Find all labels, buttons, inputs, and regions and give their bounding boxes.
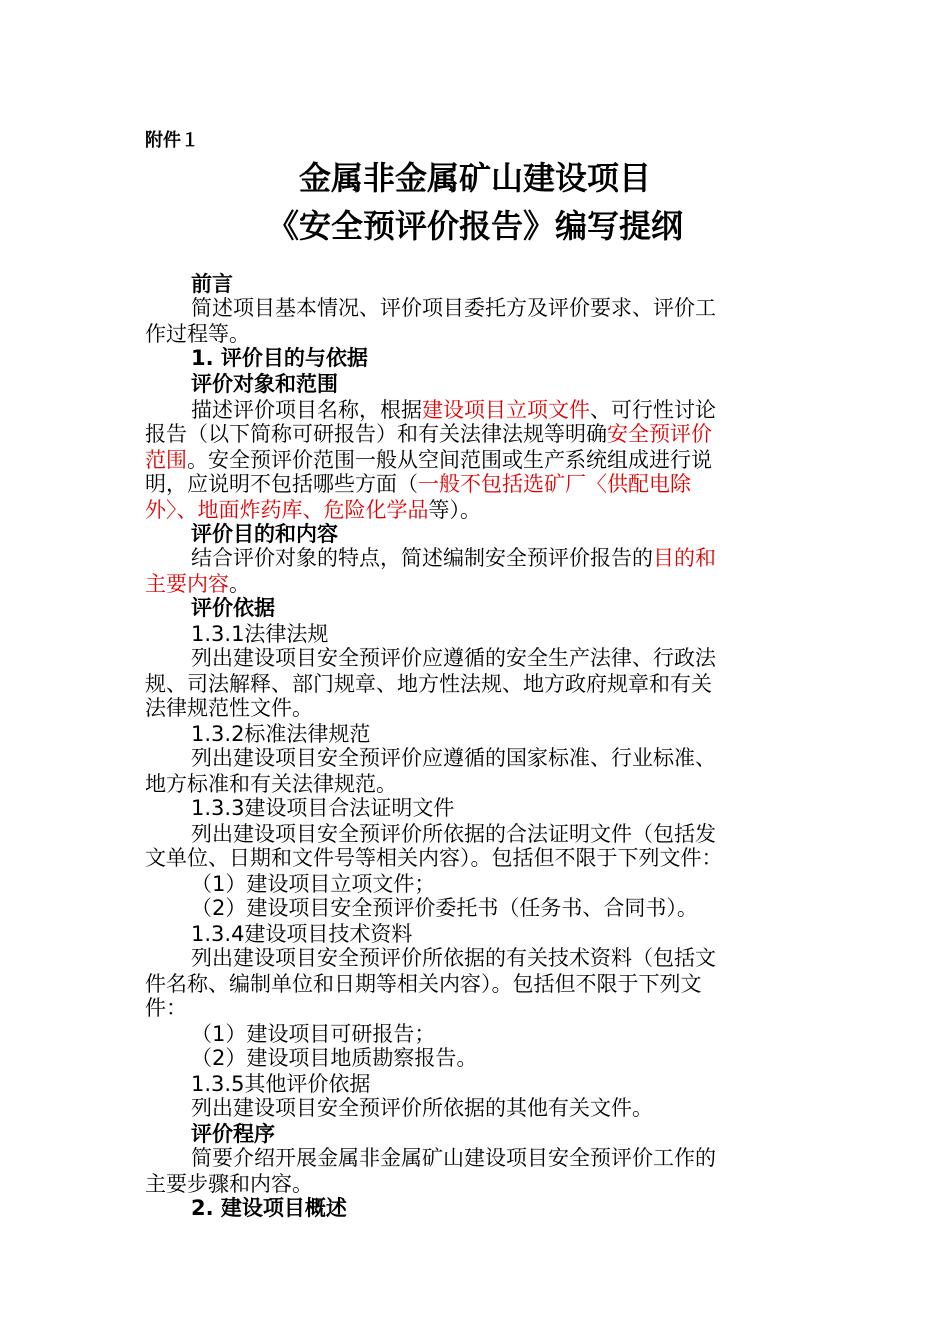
highlighted-text: 外〉、地面炸药库、危险化学品 — [145, 498, 429, 522]
body-line — [145, 422, 712, 446]
text-segment: 描述评价项目名称，根据 — [191, 398, 422, 422]
text-segment: 评价程序 — [191, 1122, 275, 1146]
text-segment: 结合评价对象的特点，简述编制安全预评价报告的 — [191, 546, 653, 570]
body-line — [145, 498, 481, 522]
body-line — [191, 622, 328, 646]
highlighted-text: 一般不包括选矿厂〈供配电除 — [418, 472, 691, 496]
body-line — [191, 1096, 653, 1120]
text-segment: 1. 评价目的与依据 — [191, 346, 368, 370]
doc-title-line1: 金属非金属矿山建设项目 — [298, 159, 651, 197]
text-segment: 法律规范性文件。 — [145, 696, 313, 720]
text-segment: 评价目的和内容 — [191, 522, 338, 546]
section-heading — [191, 272, 233, 296]
body-line — [191, 922, 412, 946]
body-line — [145, 672, 712, 696]
section-heading — [191, 596, 275, 620]
text-segment: 列出建设项目安全预评价所依据的有关技术资料（包括文 — [191, 946, 716, 970]
text-segment: 前言 — [191, 272, 233, 296]
highlighted-text: 范围 — [145, 448, 187, 472]
section-heading — [191, 522, 338, 546]
text-segment: 1.3.4建设项目技术资料 — [191, 922, 413, 946]
text-segment: 1.3.1法律法规 — [191, 622, 329, 646]
text-segment: 规、司法解释、部门规章、地方性法规、地方政府规章和有关 — [145, 672, 712, 696]
text-segment: 评价依据 — [191, 596, 275, 620]
doc-title-line2: 《安全预评价报告》编写提纲 — [266, 207, 683, 245]
section-heading — [191, 372, 338, 396]
body-line — [145, 972, 702, 996]
body-line — [191, 1022, 435, 1046]
text-segment: 、可行性讨论 — [590, 398, 716, 422]
section-heading — [191, 1122, 275, 1146]
text-segment: 列出建设项目安全预评价应遵循的国家标准、行业标准、 — [191, 746, 716, 770]
highlighted-text: 安全预评价 — [607, 422, 712, 446]
body-line — [145, 322, 250, 346]
body-line — [191, 722, 370, 746]
body-line — [145, 572, 250, 596]
highlighted-text: 建设项目立项文件 — [422, 398, 590, 422]
highlighted-text: 目的和 — [653, 546, 716, 570]
text-segment: 作过程等。 — [145, 322, 250, 346]
body-line — [145, 472, 691, 496]
text-segment: 简要介绍开展金属非金属矿山建设项目安全预评价工作的 — [191, 1146, 716, 1170]
text-segment: 1.3.3建设项目合法证明文件 — [191, 796, 455, 820]
body-line — [145, 1172, 313, 1196]
text-segment: 地方标准和有关法律规范。 — [145, 772, 397, 796]
body-line — [191, 1046, 477, 1070]
text-segment: 主要步骤和内容。 — [145, 1172, 313, 1196]
text-segment: 报告（以下简称可研报告）和有关法律法规等明确 — [145, 422, 607, 446]
text-segment: 2. 建设项目概述 — [191, 1196, 347, 1220]
body-line — [191, 1072, 370, 1096]
body-line — [191, 946, 716, 970]
section-heading — [191, 346, 368, 370]
text-segment: 。安全预评价范围一般从空间范围或生产系统组成进行说 — [187, 448, 712, 472]
text-segment: 。 — [229, 572, 250, 596]
body-line — [191, 398, 716, 422]
text-segment: 1.3.2标准法律规范 — [191, 722, 371, 746]
section-heading — [191, 1196, 347, 1220]
body-line — [145, 846, 723, 870]
text-segment: 件名称、编制单位和日期等相关内容）。包括但不限于下列文 — [145, 972, 702, 996]
text-segment: （2）建设项目安全预评价委托书（任务书、合同书）。 — [191, 896, 698, 920]
body-line — [191, 896, 698, 920]
text-segment: 等）。 — [428, 498, 481, 522]
body-line — [191, 872, 435, 896]
body-line — [191, 646, 716, 670]
body-line — [145, 448, 712, 472]
body-line — [191, 822, 716, 846]
text-segment: （1）建设项目立项文件； — [191, 872, 436, 896]
body-line — [145, 696, 313, 720]
body-line — [191, 746, 716, 770]
text-segment: 列出建设项目安全预评价所依据的其他有关文件。 — [191, 1096, 653, 1120]
attachment-label: 附件１ — [145, 130, 199, 151]
text-segment: 件： — [145, 996, 187, 1020]
text-segment: 文单位、日期和文件号等相关内容）。包括但不限于下列文件： — [145, 846, 723, 870]
text-segment: 简述项目基本情况、评价项目委托方及评价要求、评价工 — [191, 296, 716, 320]
text-segment: （1）建设项目可研报告； — [191, 1022, 436, 1046]
body-line — [145, 996, 187, 1020]
body-line — [191, 796, 454, 820]
text-segment: 1.3.5其他评价依据 — [191, 1072, 371, 1096]
text-segment: 列出建设项目安全预评价所依据的合法证明文件（包括发 — [191, 822, 716, 846]
highlighted-text: 主要内容 — [145, 572, 229, 596]
body-line — [191, 296, 716, 320]
text-segment: 列出建设项目安全预评价应遵循的安全生产法律、行政法 — [191, 646, 716, 670]
body-line — [191, 546, 716, 570]
text-segment: 明，应说明不包括哪些方面（ — [145, 472, 418, 496]
body-line — [145, 772, 397, 796]
body-line — [191, 1146, 716, 1170]
text-segment: 评价对象和范围 — [191, 372, 338, 396]
text-segment: （2）建设项目地质勘察报告。 — [191, 1046, 478, 1070]
